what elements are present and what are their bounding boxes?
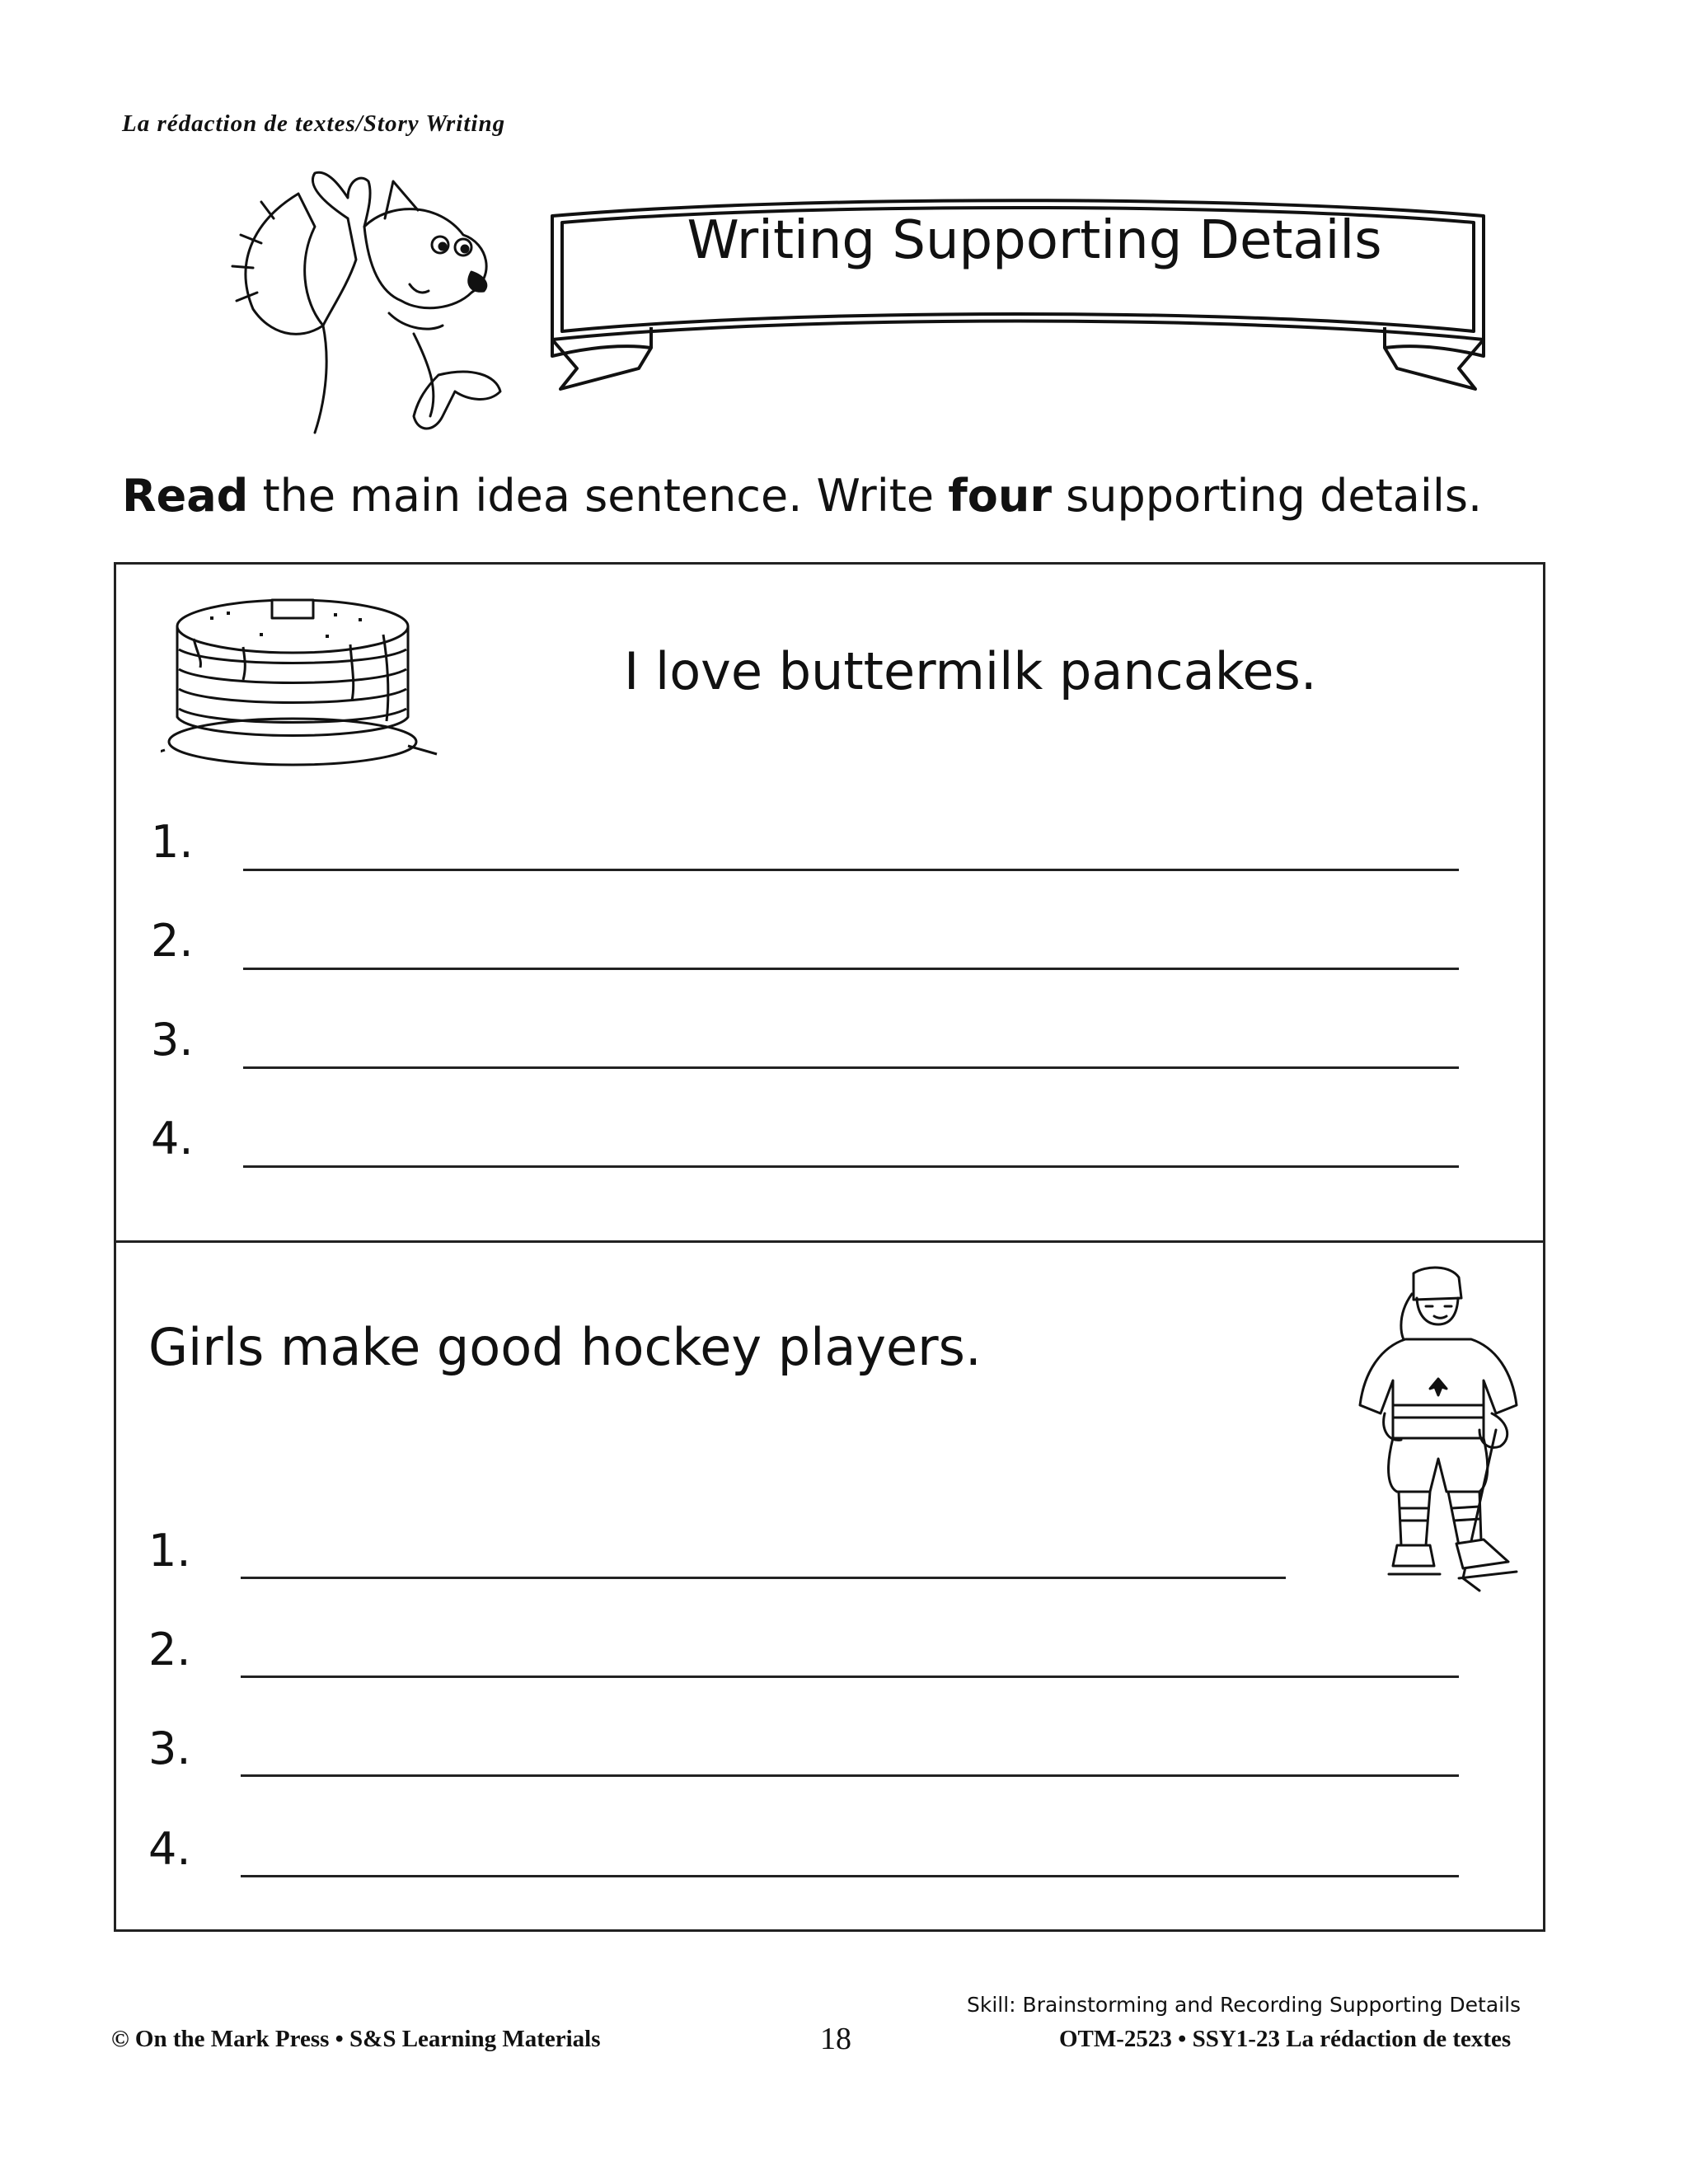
copyright-text: © On the Mark Press • S&S Learning Materials <box>111 2026 601 2052</box>
hockey-player-icon <box>1348 1265 1529 1611</box>
detail-number: 2. <box>148 1624 191 1675</box>
detail-number: 1. <box>151 816 194 868</box>
instructions-text-2: supporting details. <box>1051 470 1483 522</box>
answer-line[interactable] <box>243 1165 1459 1168</box>
skill-note: Skill: Brainstorming and Recording Supporting Details <box>967 1993 1522 2017</box>
answer-line[interactable] <box>241 1675 1459 1678</box>
detail-number: 4. <box>151 1113 194 1165</box>
answer-line[interactable] <box>243 968 1459 970</box>
detail-number: 3. <box>151 1014 194 1066</box>
detail-number: 1. <box>148 1525 191 1577</box>
main-idea-sentence: I love buttermilk pancakes. <box>624 641 1317 701</box>
product-code: OTM-2523 • SSY1-23 La rédaction de textes <box>1059 2026 1512 2052</box>
answer-line[interactable] <box>241 1774 1459 1777</box>
pancake-stack-icon <box>161 577 441 775</box>
page-title: Writing Supporting Details <box>687 210 1382 271</box>
instructions-count: four <box>948 470 1052 522</box>
detail-number: 2. <box>151 915 194 967</box>
answer-line[interactable] <box>241 1577 1286 1579</box>
header-label: La rédaction de textes/Story Writing <box>122 110 506 137</box>
main-idea-sentence: Girls make good hockey players. <box>148 1317 982 1377</box>
answer-line[interactable] <box>243 869 1459 871</box>
detail-number: 3. <box>148 1722 191 1774</box>
instructions <box>122 470 1482 522</box>
detail-number: 4. <box>148 1823 191 1875</box>
section-divider <box>114 1240 1545 1243</box>
instructions-verb-read: Read <box>122 470 249 522</box>
answer-line[interactable] <box>243 1066 1459 1069</box>
answer-line[interactable] <box>241 1875 1459 1877</box>
page-number: 18 <box>820 2022 851 2056</box>
wolf-mascot-icon <box>224 169 521 441</box>
instructions-text-1: the main idea sentence. Write <box>248 470 949 522</box>
